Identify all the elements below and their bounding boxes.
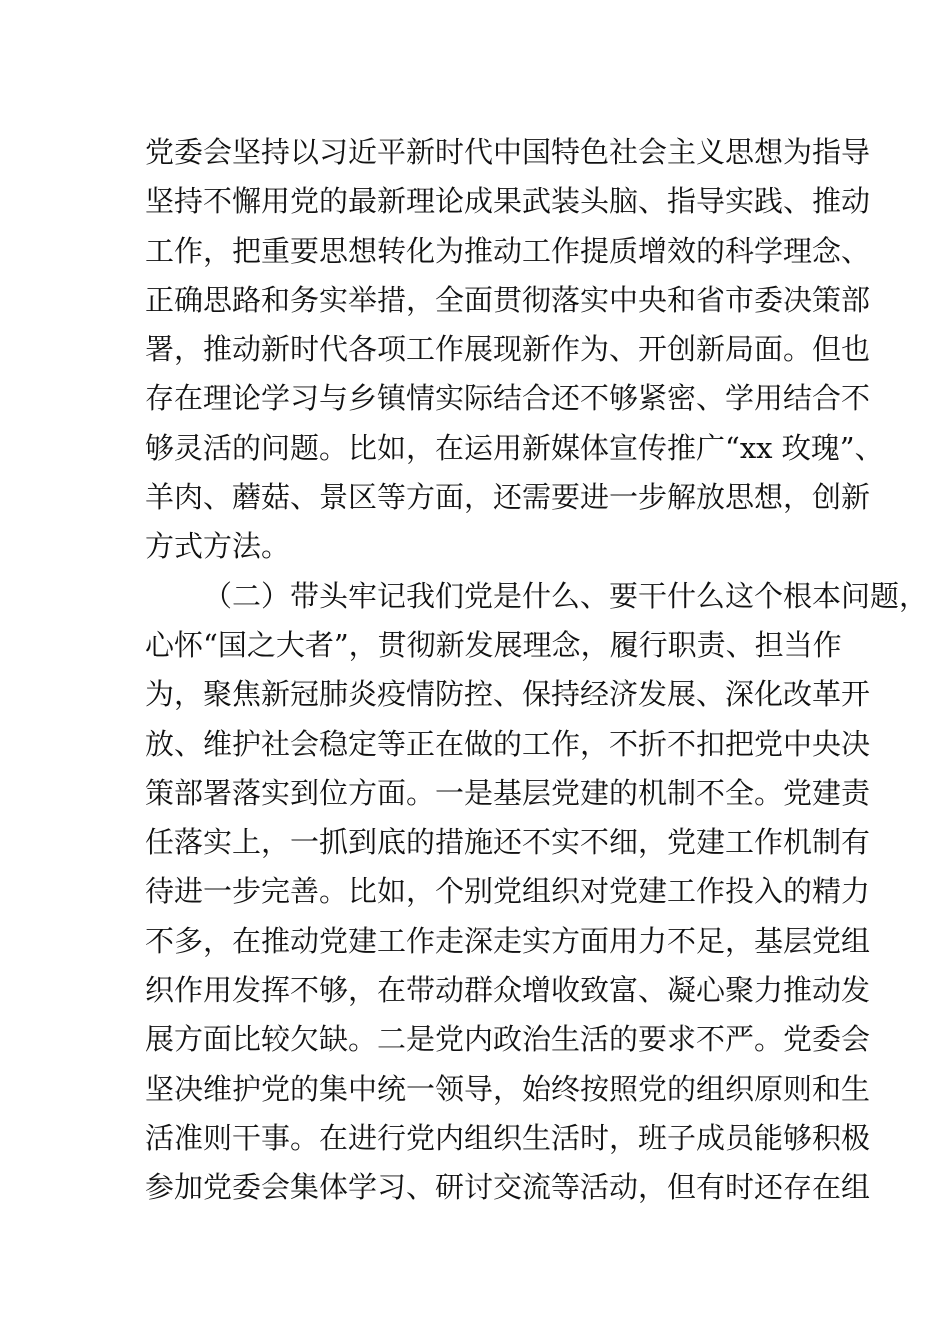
text-line-16: 待进一步完善。比如，个别党组织对党建工作投入的精力 xyxy=(145,874,871,909)
text-line-9: 方式方法。 xyxy=(145,529,291,564)
body-text xyxy=(145,128,929,1213)
text-line-6: 存在理论学习与乡镇情实际结合还不够紧密、学用结合不 xyxy=(145,381,871,416)
section-heading-line: （二）带头牢记我们党是什么、要干什么这个根本问题， xyxy=(203,578,929,613)
text-line-8: 羊肉、蘑菇、景区等方面，还需要进一步解放思想，创新 xyxy=(145,480,871,515)
text-line-3: 工作，把重要思想转化为推动工作提质增效的科学理念、 xyxy=(145,233,871,268)
text-line-4: 正确思路和务实举措，全面贯彻落实中央和省市委决策部 xyxy=(145,282,871,317)
text-line-22: 参加党委会集体学习、研讨交流等活动，但有时还存在组 xyxy=(145,1170,871,1205)
text-line-14: 策部署落实到位方面。一是基层党建的机制不全。党建责 xyxy=(145,775,871,810)
text-line-2: 坚持不懈用党的最新理论成果武装头脑、指导实践、推动 xyxy=(145,184,871,219)
text-line-19: 展方面比较欠缺。二是党内政治生活的要求不严。党委会 xyxy=(145,1022,871,1057)
text-line-1: 党委会坚持以习近平新时代中国特色社会主义思想为指导 xyxy=(145,135,871,169)
text-line-13: 放、维护社会稳定等正在做的工作，不折不扣把党中央决 xyxy=(145,726,871,761)
text-line-21: 活准则干事。在进行党内组织生活时，班子成员能够积极 xyxy=(145,1120,871,1155)
text-line-5: 署，推动新时代各项工作展现新作为、开创新局面。但也 xyxy=(145,332,871,367)
text-line-18: 织作用发挥不够，在带动群众增收致富、凝心聚力推动发 xyxy=(145,973,871,1008)
text-line-11: 心怀“国之大者”，贯彻新发展理念，履行职责、担当作 xyxy=(145,627,842,662)
text-line-7: 够灵活的问题。比如，在运用新媒体宣传推广“xx 玫瑰”、 xyxy=(145,430,884,465)
text-line-17: 不多，在推动党建工作走深走实方面用力不足，基层党组 xyxy=(145,923,871,958)
text-line-15: 任落实上，一抓到底的措施还不实不细，党建工作机制有 xyxy=(145,825,871,860)
text-line-20: 坚决维护党的集中统一领导，始终按照党的组织原则和生 xyxy=(145,1071,871,1106)
text-line-12: 为，聚焦新冠肺炎疫情防控、保持经济发展、深化改革开 xyxy=(145,677,871,712)
